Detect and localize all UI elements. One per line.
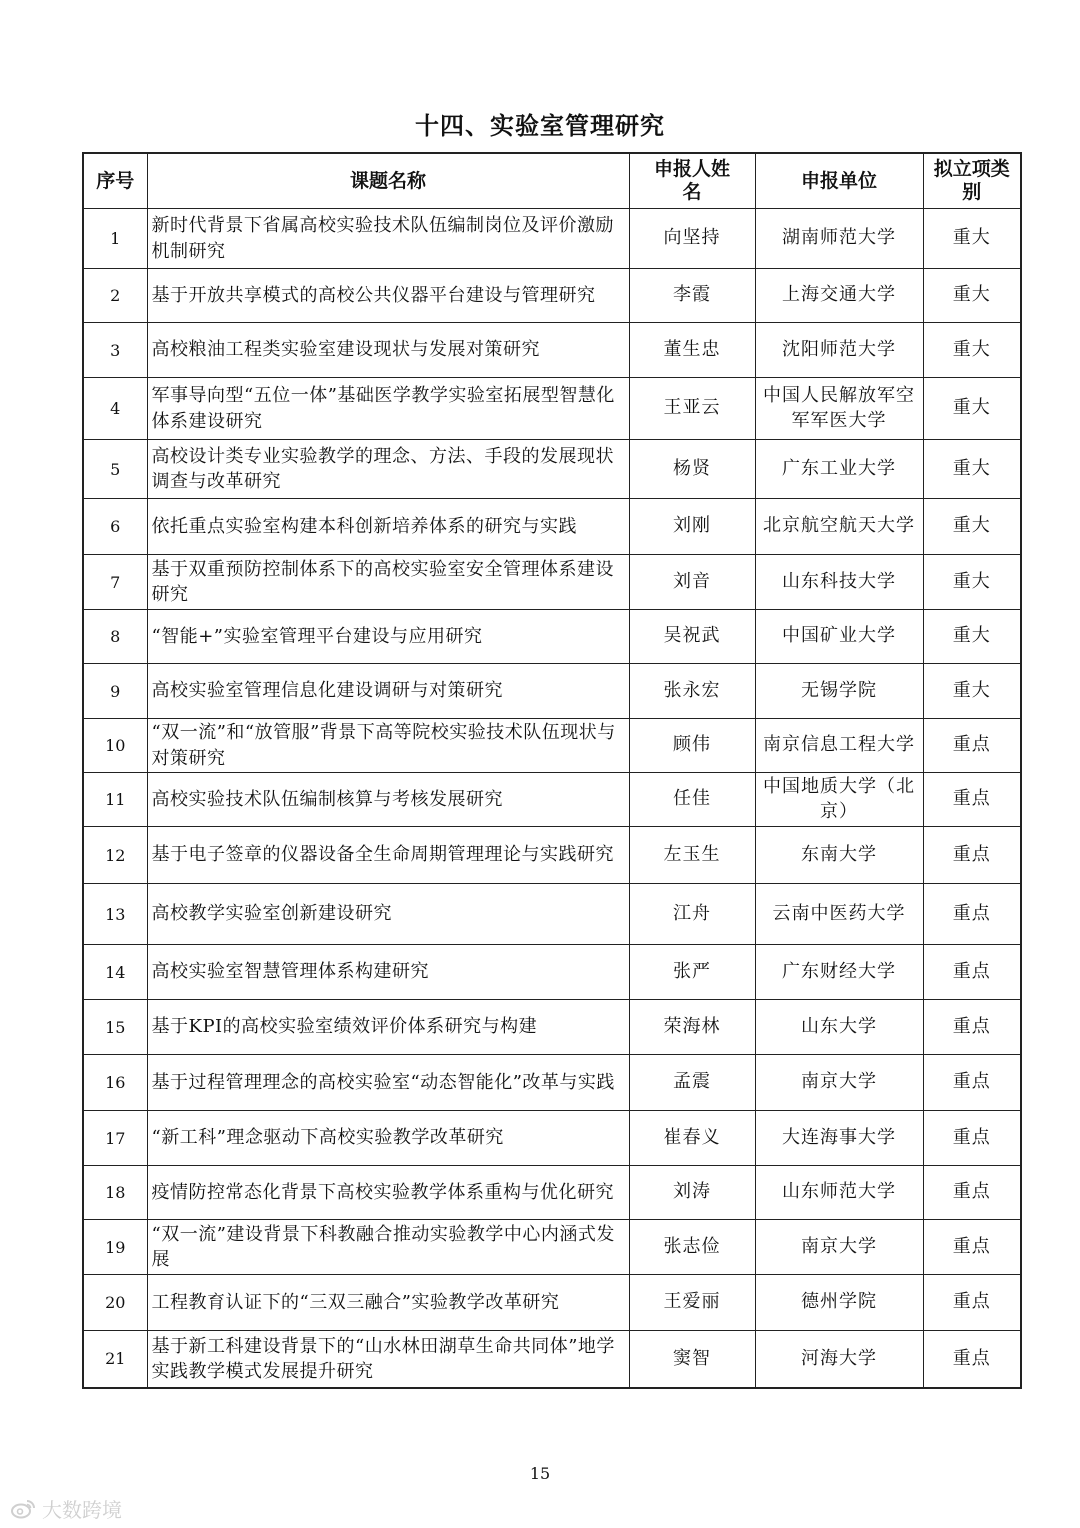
- row-no: 13: [83, 884, 147, 945]
- row-unit: 山东师范大学: [755, 1166, 923, 1220]
- row-category: 重点: [923, 1331, 1021, 1388]
- row-unit: 东南大学: [755, 827, 923, 884]
- table-row: [83, 827, 1021, 884]
- row-title: “新工科”理念驱动下高校实验教学改革研究: [147, 1111, 629, 1166]
- row-applicant: 刘刚: [629, 499, 755, 555]
- row-unit: 山东科技大学: [755, 555, 923, 610]
- row-title: 高校粮油工程类实验室建设现状与发展对策研究: [147, 323, 629, 378]
- row-title: 高校实验室管理信息化建设调研与对策研究: [147, 664, 629, 719]
- row-unit: 北京航空航天大学: [755, 499, 923, 555]
- row-category: 重点: [923, 1220, 1021, 1275]
- row-applicant: 窦智: [629, 1331, 755, 1388]
- row-no: 10: [83, 719, 147, 773]
- row-applicant: 江舟: [629, 884, 755, 945]
- page-title: 十四、实验室管理研究: [415, 112, 665, 140]
- header-applicant: [629, 153, 755, 209]
- row-unit: 南京大学: [755, 1220, 923, 1275]
- row-unit: 中国矿业大学: [755, 610, 923, 664]
- row-applicant: 杨贤: [629, 440, 755, 499]
- table-row: [83, 1111, 1021, 1166]
- row-applicant: 向坚持: [629, 209, 755, 269]
- row-applicant: 任佳: [629, 773, 755, 827]
- row-no: 5: [83, 440, 147, 499]
- row-no: 15: [83, 1000, 147, 1055]
- row-unit: 河海大学: [755, 1331, 923, 1388]
- row-unit: 湖南师范大学: [755, 209, 923, 269]
- row-category: 重大: [923, 269, 1021, 323]
- row-applicant: 王爱丽: [629, 1275, 755, 1331]
- row-unit: 云南中医药大学: [755, 884, 923, 945]
- table-row: [83, 719, 1021, 773]
- row-category: 重大: [923, 209, 1021, 269]
- row-category: 重大: [923, 440, 1021, 499]
- table-row: [83, 884, 1021, 945]
- row-title: “智能+”实验室管理平台建设与应用研究: [147, 610, 629, 664]
- row-title: 高校实验技术队伍编制核算与考核发展研究: [147, 773, 629, 827]
- row-title: 高校实验室智慧管理体系构建研究: [147, 945, 629, 1000]
- row-no: 3: [83, 323, 147, 378]
- row-no: 21: [83, 1331, 147, 1388]
- header-category: [923, 153, 1021, 209]
- row-no: 6: [83, 499, 147, 555]
- row-no: 1: [83, 209, 147, 269]
- table-row: [83, 945, 1021, 1000]
- row-applicant: 顾伟: [629, 719, 755, 773]
- table-row: [83, 773, 1021, 827]
- row-unit: 广东工业大学: [755, 440, 923, 499]
- row-unit: 中国人民解放军空军军医大学: [755, 378, 923, 440]
- row-category: 重点: [923, 719, 1021, 773]
- table-row: [83, 555, 1021, 610]
- row-unit: 中国地质大学（北京）: [755, 773, 923, 827]
- row-title: 新时代背景下省属高校实验技术队伍编制岗位及评价激励机制研究: [147, 209, 629, 269]
- watermark: [10, 1494, 122, 1523]
- row-applicant: 吴祝武: [629, 610, 755, 664]
- row-title: 基于开放共享模式的高校公共仪器平台建设与管理研究: [147, 269, 629, 323]
- table-row: [83, 1000, 1021, 1055]
- table-body: [83, 209, 1021, 1388]
- row-title: 基于过程管理理念的高校实验室“动态智能化”改革与实践: [147, 1055, 629, 1111]
- row-unit: 广东财经大学: [755, 945, 923, 1000]
- row-applicant: 张严: [629, 945, 755, 1000]
- row-no: 16: [83, 1055, 147, 1111]
- row-applicant: 刘涛: [629, 1166, 755, 1220]
- row-unit: 南京信息工程大学: [755, 719, 923, 773]
- row-no: 19: [83, 1220, 147, 1275]
- row-applicant: 刘音: [629, 555, 755, 610]
- row-category: 重点: [923, 1166, 1021, 1220]
- row-category: 重大: [923, 378, 1021, 440]
- row-no: 17: [83, 1111, 147, 1166]
- row-no: 8: [83, 610, 147, 664]
- row-unit: 德州学院: [755, 1275, 923, 1331]
- row-no: 14: [83, 945, 147, 1000]
- row-title: 高校教学实验室创新建设研究: [147, 884, 629, 945]
- row-no: 18: [83, 1166, 147, 1220]
- row-category: 重点: [923, 827, 1021, 884]
- row-applicant: 董生忠: [629, 323, 755, 378]
- row-title: 工程教育认证下的“三双三融合”实验教学改革研究: [147, 1275, 629, 1331]
- table-row: [83, 1055, 1021, 1111]
- table-row: [83, 440, 1021, 499]
- row-no: 9: [83, 664, 147, 719]
- table-row: [83, 269, 1021, 323]
- header-no: 序号: [83, 153, 147, 209]
- row-category: 重大: [923, 323, 1021, 378]
- row-title: 基于新工科建设背景下的“山水林田湖草生命共同体”地学实践教学模式发展提升研究: [147, 1331, 629, 1388]
- table-row: [83, 1331, 1021, 1388]
- weibo-logo-icon: [10, 1499, 36, 1519]
- row-category: 重点: [923, 1000, 1021, 1055]
- row-applicant: 孟震: [629, 1055, 755, 1111]
- row-unit: 南京大学: [755, 1055, 923, 1111]
- table-row: [83, 1275, 1021, 1331]
- row-unit: 山东大学: [755, 1000, 923, 1055]
- row-category: 重点: [923, 945, 1021, 1000]
- row-applicant: 王亚云: [629, 378, 755, 440]
- row-category: 重大: [923, 555, 1021, 610]
- row-category: 重大: [923, 610, 1021, 664]
- row-category: 重点: [923, 773, 1021, 827]
- row-applicant: 张永宏: [629, 664, 755, 719]
- table-row: [83, 610, 1021, 664]
- row-title: “双一流”和“放管服”背景下高等院校实验技术队伍现状与对策研究: [147, 719, 629, 773]
- row-no: 12: [83, 827, 147, 884]
- table-row: [83, 323, 1021, 378]
- row-title: 基于双重预防控制体系下的高校实验室安全管理体系建设研究: [147, 555, 629, 610]
- row-no: 2: [83, 269, 147, 323]
- table-row: [83, 378, 1021, 440]
- row-title: 军事导向型“五位一体”基础医学教学实验室拓展型智慧化体系建设研究: [147, 378, 629, 440]
- row-category: 重大: [923, 499, 1021, 555]
- table-row: [83, 664, 1021, 719]
- row-applicant: 崔春义: [629, 1111, 755, 1166]
- table-row: [83, 499, 1021, 555]
- row-title: 高校设计类专业实验教学的理念、方法、手段的发展现状调查与改革研究: [147, 440, 629, 499]
- row-unit: 大连海事大学: [755, 1111, 923, 1166]
- row-category: 重大: [923, 664, 1021, 719]
- row-category: 重点: [923, 1111, 1021, 1166]
- header-applicant-text: 申报人姓名: [653, 158, 730, 203]
- row-applicant: 左玉生: [629, 827, 755, 884]
- table-row: [83, 1166, 1021, 1220]
- project-table: [82, 152, 1022, 1389]
- row-title: “双一流”建设背景下科教融合推动实验教学中心内涵式发展: [147, 1220, 629, 1275]
- row-unit: 沈阳师范大学: [755, 323, 923, 378]
- row-applicant: 李霞: [629, 269, 755, 323]
- watermark-text: 大数跨境: [42, 1498, 122, 1522]
- header-category-text: 拟立项类别: [933, 158, 1010, 203]
- row-no: 7: [83, 555, 147, 610]
- row-unit: 上海交通大学: [755, 269, 923, 323]
- row-applicant: 张志俭: [629, 1220, 755, 1275]
- row-applicant: 荣海林: [629, 1000, 755, 1055]
- row-no: 4: [83, 378, 147, 440]
- row-category: 重点: [923, 1055, 1021, 1111]
- row-category: 重点: [923, 884, 1021, 945]
- row-title: 疫情防控常态化背景下高校实验教学体系重构与优化研究: [147, 1166, 629, 1220]
- header-title: 课题名称: [147, 153, 629, 209]
- row-title: 依托重点实验室构建本科创新培养体系的研究与实践: [147, 499, 629, 555]
- page-number: 15: [529, 1464, 551, 1483]
- table-row: [83, 1220, 1021, 1275]
- row-title: 基于KPI的高校实验室绩效评价体系研究与构建: [147, 1000, 629, 1055]
- row-category: 重点: [923, 1275, 1021, 1331]
- row-title: 基于电子签章的仪器设备全生命周期管理理论与实践研究: [147, 827, 629, 884]
- header-unit: 申报单位: [755, 153, 923, 209]
- row-no: 11: [83, 773, 147, 827]
- row-no: 20: [83, 1275, 147, 1331]
- row-unit: 无锡学院: [755, 664, 923, 719]
- table-header-row: [83, 153, 1021, 209]
- table-row: [83, 209, 1021, 269]
